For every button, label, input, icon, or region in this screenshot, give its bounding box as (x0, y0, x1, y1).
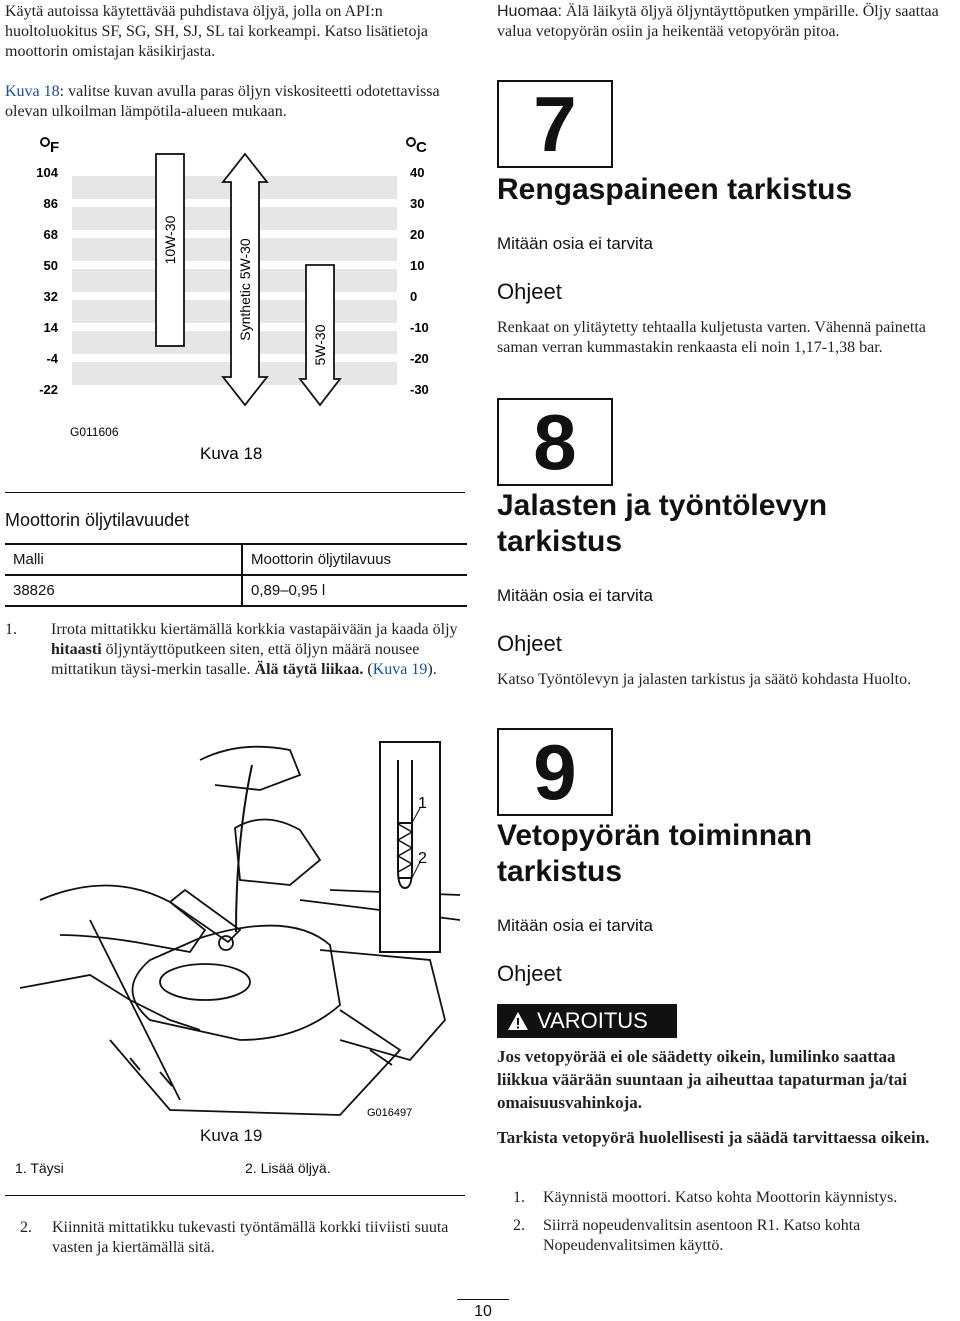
step-2 (20, 1218, 465, 1258)
series-label: 5W-30 (312, 324, 328, 366)
tick-label-f: -22 (39, 382, 58, 397)
section-9-steps (513, 1188, 958, 1256)
fuel-tank-icon (133, 926, 341, 1040)
divider (5, 492, 465, 493)
warning-banner (497, 1004, 677, 1038)
note-text: Älä läikytä öljyä öljyntäyttöputken ympärille. Öljy saattaa valua vetopyörän osiin ja heikentää vetopyörän pitoa. (497, 3, 939, 40)
step-text: Irrota mittatikku kiertämällä korkkia vastapäivään ja kaada öljy (51, 621, 458, 638)
oil-fill-illustration (0, 720, 470, 1130)
tick-label-c: -30 (410, 382, 429, 397)
table-header-row (5, 544, 467, 575)
step-number: 1. (5, 621, 17, 638)
degree-f-icon (41, 138, 49, 146)
step-emphasis: hitaasti (51, 641, 102, 658)
step-1 (5, 620, 467, 680)
section-7-parts: Mitään osia ei tarvita (497, 234, 653, 253)
step-text: Käynnistä moottori. Katso kohta Moottorin käynnistys. (543, 1189, 898, 1206)
tank-recess-icon (160, 964, 250, 1000)
footer-rule (457, 1299, 509, 1300)
section-9-instructions-heading: Ohjeet (497, 961, 562, 986)
engine-block-icon (110, 1010, 400, 1115)
note-paragraph (497, 2, 942, 42)
warning-label: VAROITUS (537, 1008, 648, 1033)
figure19-link[interactable]: Kuva 19 (372, 661, 428, 678)
capacity-table (5, 543, 467, 607)
warning-text: Jos vetopyörää ei ole säädetty oikein, lumilinko saattaa liikkua väärään suuntaan ja aiheuttaa tapaturman ja/tai omaisuusvahinkoja. (497, 1047, 907, 1112)
step-number: 2. (513, 1217, 525, 1234)
tick-label-c: 10 (410, 258, 425, 273)
tick-label-f: 86 (43, 196, 58, 211)
left-unit-label: F (50, 139, 60, 156)
dipstick-inset (380, 742, 440, 952)
tick-label-c: 40 (410, 165, 425, 180)
capacity-title: Moottorin öljytilavuudet (5, 510, 190, 530)
step-text: öljyntäyttöputkeen siten, että öljyn määrä nousee mittatikun täysi-merkin tasalle. (51, 641, 420, 678)
step-text: ). (427, 661, 437, 678)
callout-1: 1 (418, 795, 427, 812)
tick-label-c: 20 (410, 227, 425, 242)
table-header: Moottorin öljytilavuus (242, 544, 467, 575)
step-text: Siirrä nopeudenvalitsin asentoon R1. Katso kohta Nopeudenvalitsimen käyttö. (543, 1217, 861, 1254)
page-number: 10 (474, 1303, 492, 1320)
section-8-instructions-heading: Ohjeet (497, 631, 562, 656)
oil-stream-icon (236, 765, 252, 932)
figure19-caption: Kuva 19 (200, 1126, 263, 1145)
figure19-legend-2: 2. Lisää öljyä. (245, 1160, 331, 1176)
viscosity-chart (0, 128, 470, 478)
figure18-caption: Kuva 18 (200, 444, 263, 463)
oil-bottle-hand-icon (40, 885, 205, 952)
right-unit-label: C (416, 139, 427, 156)
figure19-legend-1: 1. Täysi (15, 1160, 64, 1176)
list-item (513, 1216, 958, 1256)
chart-units (41, 138, 427, 156)
section-8-body: Katso Työntölevyn ja jalasten tarkistus ja säätö kohdasta Huolto. (497, 671, 912, 688)
section-8-parts: Mitään osia ei tarvita (497, 586, 653, 605)
figure18-intro-text: : valitse kuvan avulla paras öljyn viskositeetti odotettavissa olevan ulkoilman lämpötila-alueen mukaan. (5, 83, 440, 120)
series-5w-30 (300, 265, 340, 405)
section-9-number: 9 (497, 728, 613, 816)
step-number: 1. (513, 1189, 525, 1206)
callout-2: 2 (418, 850, 427, 867)
figure18-intro (5, 82, 460, 122)
degree-c-icon (407, 138, 415, 146)
table-cell: 0,89–0,95 l (242, 575, 467, 606)
step-warning-text: Älä täytä liikaa. (254, 661, 364, 678)
tick-label-f: 68 (43, 227, 58, 242)
section-8-number: 8 (497, 398, 613, 486)
list-item (513, 1188, 958, 1208)
table-cell: 38826 (5, 575, 242, 606)
fuel-cap-icon (235, 819, 320, 885)
series-label: 10W-30 (162, 215, 178, 265)
figure18-link[interactable]: Kuva 18 (5, 83, 60, 100)
section-7-body: Renkaat on ylitäytetty tehtaalla kuljetusta varten. Vähennä painetta saman verran kummastakin renkaasta eli noin 1,17-1,38 bar. (497, 319, 926, 356)
figure18-code: G011606 (70, 425, 119, 439)
note-label: Huomaa: (497, 3, 562, 20)
tick-label-c: 30 (410, 196, 425, 211)
series-10w-30 (156, 154, 184, 346)
tick-label-f: 14 (43, 320, 58, 335)
section-9-parts: Mitään osia ei tarvita (497, 916, 653, 935)
tick-label-f: -4 (46, 351, 58, 366)
tick-label-c: -10 (410, 320, 429, 335)
intro-paragraph: Käytä autoissa käytettävää puhdistava öljyä, jolla on API:n huoltoluokitus SF, SG, SH, SJ, SL tai korkeampi. Katso lisätietoja moottorin omistajan käsikirjasta. (5, 3, 429, 60)
section-7-instructions-heading: Ohjeet (497, 279, 562, 304)
section-7-title: Rengaspaineen tarkistus (497, 173, 853, 206)
tick-label-f: 32 (43, 289, 58, 304)
section-7-number: 7 (497, 80, 613, 168)
tick-label-f: 104 (36, 165, 58, 180)
hand-outline-icon (20, 975, 200, 1030)
section-8-title: Jalasten ja työntölevyn tarkistus (497, 489, 828, 558)
series-label: Synthetic 5W-30 (237, 238, 253, 341)
figure19-code: G016497 (367, 1107, 413, 1119)
tick-label-f: 50 (43, 258, 58, 273)
table-header: Malli (5, 544, 242, 575)
table-row (5, 575, 467, 606)
section-9-title: Vetopyörän toiminnan tarkistus (497, 819, 813, 888)
warning-action: Tarkista vetopyörä huolellisesti ja säädä tarvittaessa oikein. (497, 1128, 930, 1147)
warning-triangle-icon (507, 1011, 529, 1031)
tick-label-c: -20 (410, 351, 429, 366)
divider (5, 1195, 465, 1196)
step-number: 2. (20, 1219, 32, 1236)
oil-bottle-icon (170, 890, 240, 942)
step-text: ( (363, 661, 373, 678)
step-text: Kiinnitä mittatikku tukevasti työntämällä korkki tiiviisti suuta vasten ja kiertämällä sitä. (52, 1219, 449, 1256)
tick-label-c: 0 (410, 289, 418, 304)
fill-tube-icon (219, 936, 233, 950)
top-hand-icon (200, 747, 300, 790)
